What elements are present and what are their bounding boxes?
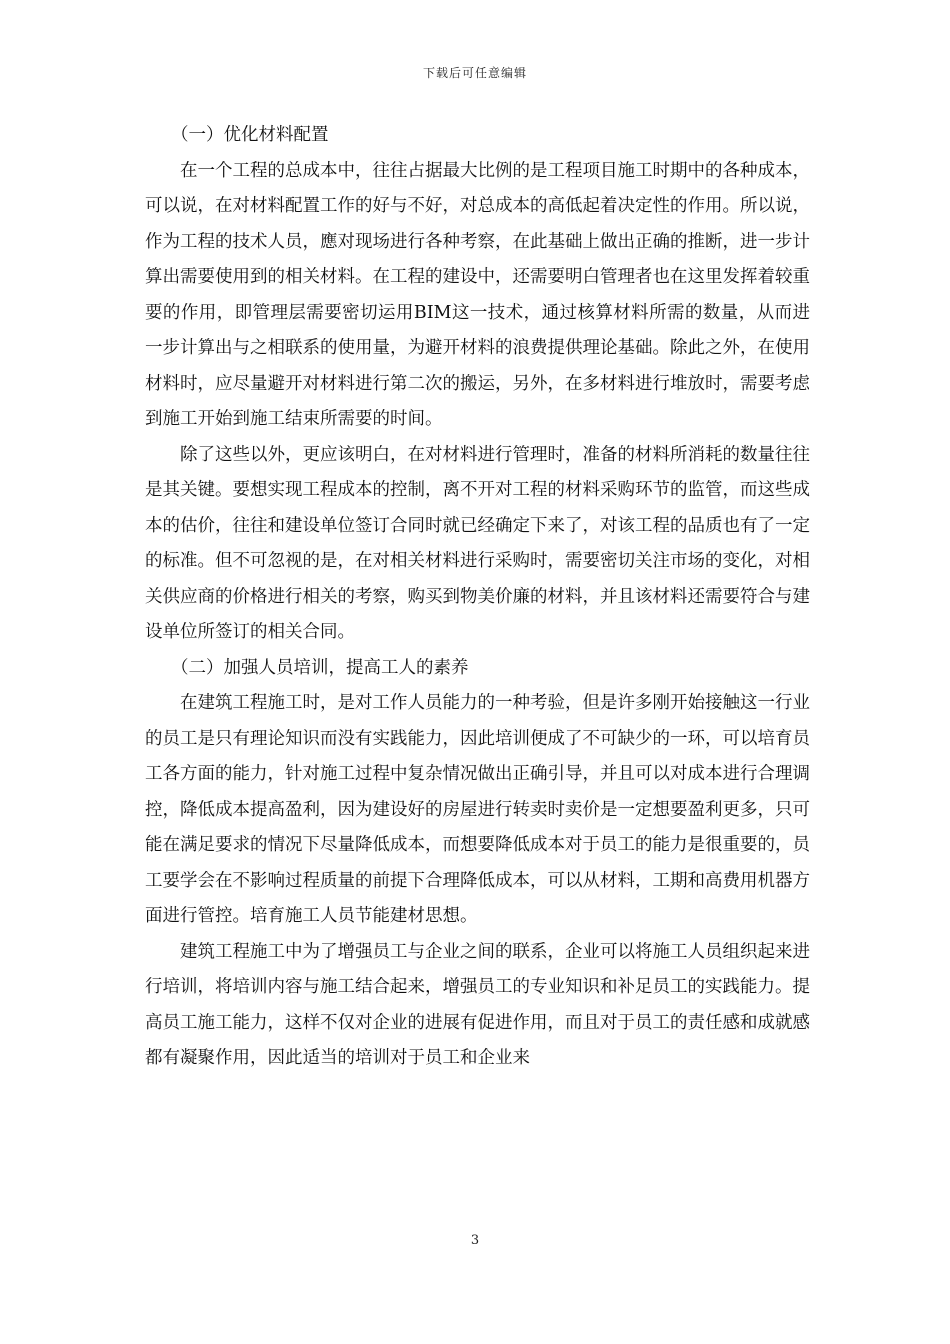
- paragraph: 建筑工程施工中为了增强员工与企业之间的联系，企业可以将施工人员组织起来进行培训，将培训内容与施工结合起来，增强员工的专业知识和补足员工的实践能力。提高员工施工能力，这样不仅对企业的进展有促进作用，而且对于员工的责任感和成就感都有凝聚作用，因此适当的培训对于员工和企业来: [145, 941, 810, 1068]
- paragraph: 在一个工程的总成本中，往往占据最大比例的是工程项目施工时期中的各种成本，可以说，在对材料配置工作的好与不好，对总成本的高低起着决定性的作用。所以说，作为工程的技术人员，應对现场进行各种考察，在此基础上做出正确的推断，进一步计算出需要使用到的相关材料。在工程的建设中，还需要明白管理者也在这里发挥着较重要的作用，即管理层需要密切运用BIM这一技术，通过核算材料所需的数量，从而进一步计算出与之相联系的使用量，为避开材料的浪费提供理论基础。除此之外，在使用材料时，应尽量避开对材料进行第二次的搬运，另外，在多材料进行堆放时，需要考虑到施工开始到施工结束所需要的时间。: [145, 160, 810, 429]
- page-header: 下载后可任意编辑: [422, 66, 527, 80]
- section-heading-1: （一）优化材料配置: [171, 125, 329, 145]
- section-heading-2: （二）加强人员培训，提高工人的素养: [171, 657, 469, 678]
- paragraph: 除了这些以外，更应该明白，在对材料进行管理时，准备的材料所消耗的数量往往是其关键。要想实现工程成本的控制，离不开对工程的材料采购环节的监管，而这些成本的估价，往往和建设单位签订合同时就已经确定下来了，对该工程的品质也有了一定的标准。但不可忽视的是，在对相关材料进行采购时，需要密切关注市场的变化，对相关供应商的价格进行相关的考察，购买到物美价廉的材料，并且该材料还需要符合与建设单位所签订的相关合同。: [145, 444, 810, 642]
- page-number: 3: [470, 1233, 480, 1248]
- paragraph: 在建筑工程施工时，是对工作人员能力的一种考验，但是许多刚开始接触这一行业的员工是只有理论知识而没有实践能力，因此培训便成了不可缺少的一环，可以培育员工各方面的能力，针对施工过程中复杂情况做出正确引导，并且可以对成本进行合理调控，降低成本提高盈利，因为建设好的房屋进行转卖时卖价是一定想要盈利更多，只可能在满足要求的情况下尽量降低成本，而想要降低成本对于员工的能力是很重要的，员工要学会在不影响过程质量的前提下合理降低成本，可以从材料，工期和高费用机器方面进行管控。培育施工人员节能建材思想。: [145, 693, 810, 926]
- document-body: [145, 118, 810, 1077]
